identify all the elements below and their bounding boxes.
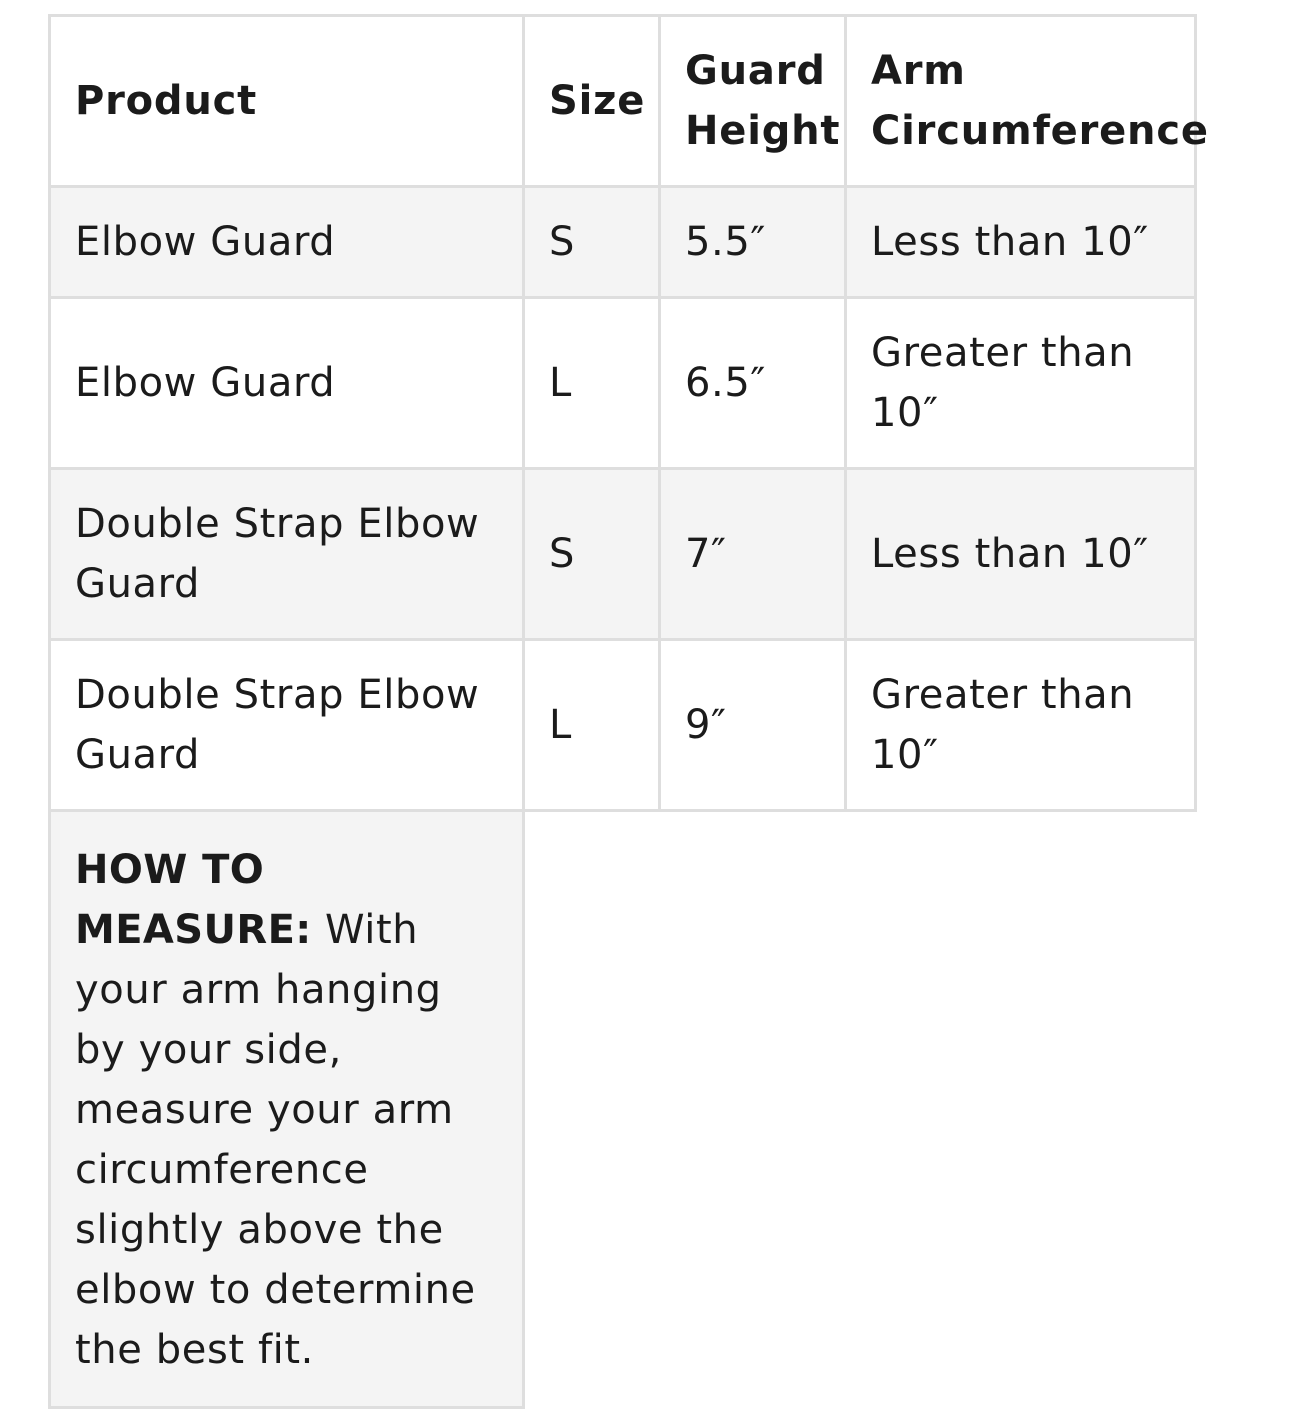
header-arm-circumference: Arm Circumference (846, 16, 1196, 187)
measure-note-body: With your arm hanging by your side, measure your arm circumference slightly above the elbow to determine the best fit. (75, 907, 476, 1373)
header-size: Size (524, 16, 660, 187)
cell-arm-circumference: Greater than 10″ (846, 640, 1196, 811)
cell-product: Double Strap Elbow Guard (50, 640, 524, 811)
cell-guard-height: 6.5″ (660, 298, 846, 469)
cell-product: Elbow Guard (50, 298, 524, 469)
cell-guard-height: 9″ (660, 640, 846, 811)
table-header-row (50, 16, 1196, 187)
header-guard-height: Guard Height (660, 16, 846, 187)
size-chart-table (48, 14, 1209, 1409)
table-row (50, 469, 1196, 640)
table-row (50, 298, 1196, 469)
cell-size: L (524, 640, 660, 811)
measure-note-cell (50, 811, 524, 1408)
cell-size: S (524, 187, 660, 298)
cell-size: S (524, 469, 660, 640)
measure-note-heading: HOW TO MEASURE: (75, 847, 312, 953)
cell-arm-circumference: Less than 10″ (846, 469, 1196, 640)
cell-arm-circumference: Greater than 10″ (846, 298, 1196, 469)
empty-cell (524, 811, 1196, 1408)
cell-arm-circumference: Less than 10″ (846, 187, 1196, 298)
cell-product: Elbow Guard (50, 187, 524, 298)
cell-product: Double Strap Elbow Guard (50, 469, 524, 640)
table-row (50, 187, 1196, 298)
measure-note-row (50, 811, 1196, 1408)
header-product: Product (50, 16, 524, 187)
cell-size: L (524, 298, 660, 469)
cell-guard-height: 5.5″ (660, 187, 846, 298)
table-row (50, 640, 1196, 811)
cell-guard-height: 7″ (660, 469, 846, 640)
